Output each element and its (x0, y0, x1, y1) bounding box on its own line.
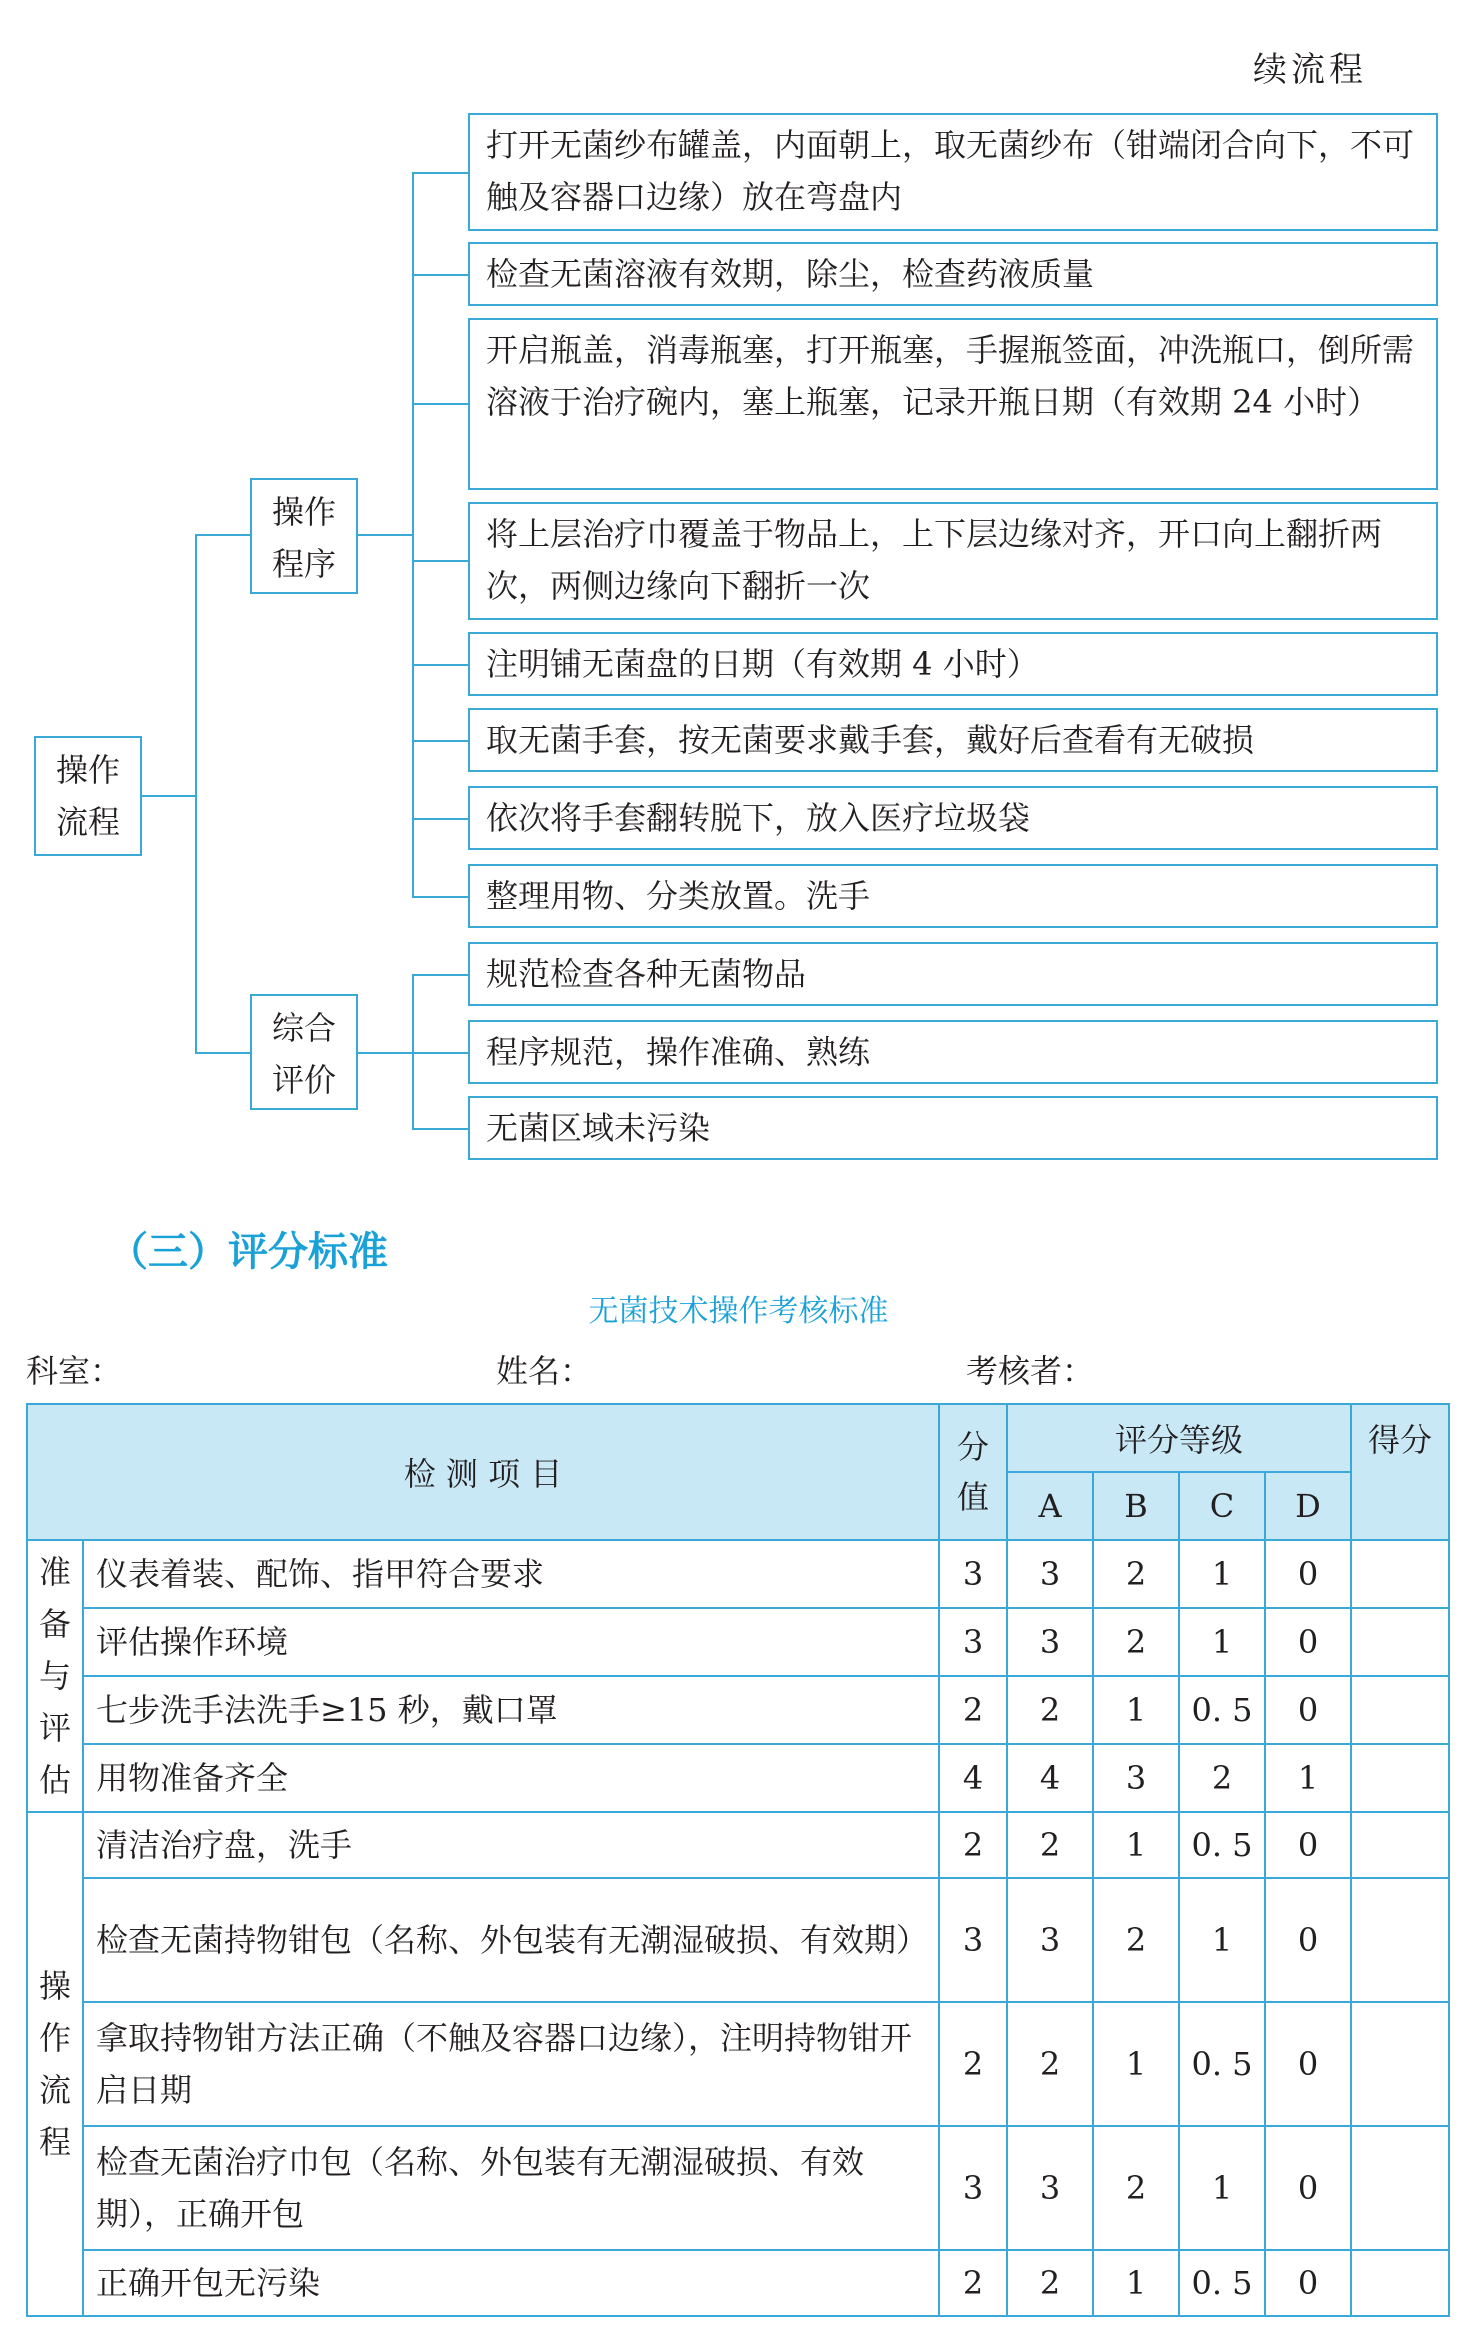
grade-b-cell: 2 (1093, 1608, 1179, 1676)
header-grade-d: D (1265, 1472, 1351, 1540)
grade-b-cell: 2 (1093, 1878, 1179, 2002)
table-row (27, 1608, 1449, 1676)
table-row (27, 1812, 1449, 1878)
flow-step: 规范检查各种无菌物品 (468, 942, 1438, 1006)
flow-step: 开启瓶盖，消毒瓶塞，打开瓶塞，手握瓶签面，冲洗瓶口，倒所需溶液于治疗碗内，塞上瓶塞，记录开瓶日期（有效期 24 小时） (468, 318, 1438, 490)
grade-d-cell: 0 (1265, 2002, 1351, 2126)
connector (195, 534, 197, 1054)
grade-a-cell: 3 (1007, 2126, 1093, 2250)
header-score: 分 值 (939, 1404, 1007, 1540)
grade-d-cell: 0 (1265, 1540, 1351, 1608)
score-cell: 3 (939, 2126, 1007, 2250)
item-cell: 用物准备齐全 (83, 1744, 939, 1812)
item-cell: 清洁治疗盘，洗手 (83, 1812, 939, 1878)
grade-a-cell: 3 (1007, 1608, 1093, 1676)
flow-step: 注明铺无菌盘的日期（有效期 4 小时） (468, 632, 1438, 696)
flow-step: 将上层治疗巾覆盖于物品上，上下层边缘对齐，开口向上翻折两次，两侧边缘向下翻折一次 (468, 502, 1438, 620)
score-cell: 3 (939, 1608, 1007, 1676)
score-cell: 2 (939, 2002, 1007, 2126)
item-cell: 仪表着装、配饰、指甲符合要求 (83, 1540, 939, 1608)
grade-d-cell: 0 (1265, 1812, 1351, 1878)
assessor-label: 考核者： (966, 1352, 1095, 1390)
name-label: 姓名： (496, 1352, 593, 1390)
flow-step: 程序规范，操作准确、熟练 (468, 1020, 1438, 1084)
grade-a-cell: 2 (1007, 2002, 1093, 2126)
connector (195, 534, 250, 536)
grade-c-cell: 2 (1179, 1744, 1265, 1812)
grade-b-cell: 2 (1093, 2126, 1179, 2250)
header-item: 检 测 项 目 (27, 1404, 939, 1540)
points-cell[interactable] (1351, 2250, 1449, 2316)
grade-c-cell: 0. 5 (1179, 2002, 1265, 2126)
grade-b-cell: 3 (1093, 1744, 1179, 1812)
points-cell[interactable] (1351, 1812, 1449, 1878)
grade-c-cell: 1 (1179, 2126, 1265, 2250)
connector (195, 1052, 250, 1054)
item-cell: 检查无菌治疗巾包（名称、外包装有无潮湿破损、有效期），正确开包 (83, 2126, 939, 2250)
branch-procedure-box: 操作 程序 (250, 478, 358, 594)
grade-c-cell: 0. 5 (1179, 1676, 1265, 1744)
section-heading: （三）评分标准 (108, 1229, 388, 1275)
grade-b-cell: 2 (1093, 1540, 1179, 1608)
connector (358, 1052, 414, 1054)
item-cell: 七步洗手法洗手≥15 秒，戴口罩 (83, 1676, 939, 1744)
connector (412, 974, 414, 1128)
grade-b-cell: 1 (1093, 1676, 1179, 1744)
grade-d-cell: 0 (1265, 2250, 1351, 2316)
table-row (27, 1744, 1449, 1812)
flow-step: 打开无菌纱布罐盖，内面朝上，取无菌纱布（钳端闭合向下，不可触及容器口边缘）放在弯盘内 (468, 113, 1438, 231)
category-cell: 准 备 与 评 估 (27, 1540, 83, 1812)
flow-step: 依次将手套翻转脱下，放入医疗垃圾袋 (468, 786, 1438, 850)
header-grade-b: B (1093, 1472, 1179, 1540)
points-cell[interactable] (1351, 2126, 1449, 2250)
score-cell: 2 (939, 2250, 1007, 2316)
table-row (27, 2002, 1449, 2126)
grade-b-cell: 1 (1093, 1812, 1179, 1878)
connector (358, 534, 414, 536)
flow-step: 检查无菌溶液有效期，除尘，检查药液质量 (468, 242, 1438, 306)
grade-c-cell: 1 (1179, 1878, 1265, 2002)
score-cell: 3 (939, 1878, 1007, 2002)
grade-a-cell: 3 (1007, 1878, 1093, 2002)
grade-c-cell: 1 (1179, 1608, 1265, 1676)
points-cell[interactable] (1351, 1676, 1449, 1744)
grade-d-cell: 0 (1265, 1676, 1351, 1744)
score-cell: 2 (939, 1676, 1007, 1744)
points-cell[interactable] (1351, 1878, 1449, 2002)
points-cell[interactable] (1351, 1540, 1449, 1608)
header-grade-a: A (1007, 1472, 1093, 1540)
grade-d-cell: 0 (1265, 1608, 1351, 1676)
branch-evaluation-box: 综合 评价 (250, 994, 358, 1110)
table-title: 无菌技术操作考核标准 (588, 1294, 889, 1329)
header-grade: 评分等级 (1007, 1404, 1351, 1472)
table-row (27, 2250, 1449, 2316)
scoring-table (26, 1403, 1450, 2317)
grade-d-cell: 1 (1265, 1744, 1351, 1812)
grade-d-cell: 0 (1265, 2126, 1351, 2250)
connector (412, 172, 414, 896)
grade-c-cell: 0. 5 (1179, 2250, 1265, 2316)
flow-step: 取无菌手套，按无菌要求戴手套，戴好后查看有无破损 (468, 708, 1438, 772)
header-grade-c: C (1179, 1472, 1265, 1540)
table-row (27, 1878, 1449, 2002)
grade-a-cell: 2 (1007, 1676, 1093, 1744)
item-cell: 正确开包无污染 (83, 2250, 939, 2316)
grade-a-cell: 2 (1007, 1812, 1093, 1878)
connector (142, 795, 197, 797)
continued-label: 续流程 (1253, 50, 1367, 90)
table-row (27, 1676, 1449, 1744)
flow-step: 整理用物、分类放置。洗手 (468, 864, 1438, 928)
item-cell: 评估操作环境 (83, 1608, 939, 1676)
table-row (27, 2126, 1449, 2250)
header-points: 得分 (1351, 1404, 1449, 1540)
score-cell: 4 (939, 1744, 1007, 1812)
grade-b-cell: 1 (1093, 2250, 1179, 2316)
grade-a-cell: 3 (1007, 1540, 1093, 1608)
score-cell: 3 (939, 1540, 1007, 1608)
grade-b-cell: 1 (1093, 2002, 1179, 2126)
score-cell: 2 (939, 1812, 1007, 1878)
item-cell: 拿取持物钳方法正确（不触及容器口边缘），注明持物钳开启日期 (83, 2002, 939, 2126)
item-cell: 检查无菌持物钳包（名称、外包装有无潮湿破损、有效期） (83, 1878, 939, 2002)
grade-a-cell: 4 (1007, 1744, 1093, 1812)
dept-label: 科室： (26, 1352, 123, 1390)
flow-step: 无菌区域未污染 (468, 1096, 1438, 1160)
category-cell: 操 作 流 程 (27, 1812, 83, 2316)
points-cell[interactable] (1351, 1744, 1449, 1812)
points-cell[interactable] (1351, 2002, 1449, 2126)
grade-d-cell: 0 (1265, 1878, 1351, 2002)
points-cell[interactable] (1351, 1608, 1449, 1676)
table-row (27, 1540, 1449, 1608)
grade-c-cell: 1 (1179, 1540, 1265, 1608)
flow-root-box: 操作 流程 (34, 736, 142, 856)
grade-a-cell: 2 (1007, 2250, 1093, 2316)
grade-c-cell: 0. 5 (1179, 1812, 1265, 1878)
